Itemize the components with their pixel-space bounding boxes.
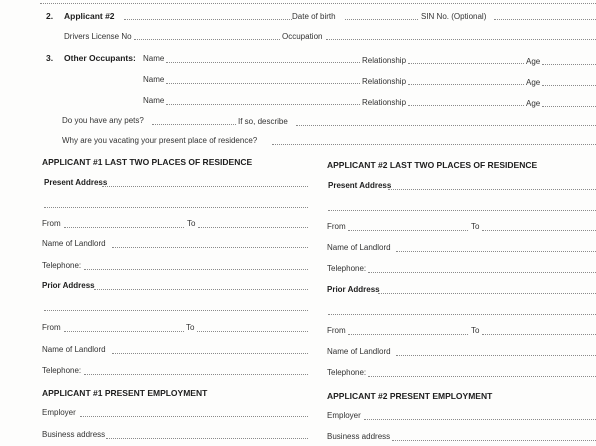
- app2-residence-heading: APPLICANT #2 LAST TWO PLACES OF RESIDENCE: [327, 160, 538, 170]
- app2-present-to-label: To: [471, 222, 480, 231]
- app2-business-address-label: Business address: [327, 432, 391, 441]
- occupant1-relationship-field[interactable]: [408, 63, 524, 64]
- occupation-field[interactable]: [326, 39, 596, 40]
- app1-present-telephone-field[interactable]: [84, 269, 308, 270]
- occupant1-age-label: Age: [526, 57, 541, 66]
- app2-employment-heading: APPLICANT #2 PRESENT EMPLOYMENT: [327, 391, 493, 401]
- app2-prior-from-field[interactable]: [348, 334, 468, 335]
- date-of-birth-field[interactable]: [345, 19, 418, 20]
- occupant2-name-label: Name: [143, 75, 165, 84]
- occupant1-name-field[interactable]: [166, 62, 360, 63]
- sin-field[interactable]: [494, 19, 596, 20]
- app2-present-from-field[interactable]: [348, 230, 468, 231]
- occupant3-relationship-field[interactable]: [408, 105, 524, 106]
- vacating-reason-field[interactable]: [272, 144, 596, 145]
- occupant2-age-label: Age: [526, 78, 541, 87]
- app2-prior-landlord-label: Name of Landlord: [327, 347, 391, 356]
- pets-describe-label: If so, describe: [238, 117, 288, 126]
- app1-business-address-label: Business address: [42, 430, 106, 439]
- occupant2-age-field[interactable]: [542, 85, 596, 86]
- app1-prior-telephone-field[interactable]: [84, 374, 308, 375]
- pets-question-label: Do you have any pets?: [62, 116, 144, 125]
- app2-present-telephone-label: Telephone:: [327, 264, 367, 273]
- app1-present-to-field[interactable]: [198, 227, 308, 228]
- app1-present-telephone-label: Telephone:: [42, 261, 82, 270]
- app1-employer-field[interactable]: [80, 416, 308, 417]
- app1-prior-to-label: To: [186, 323, 195, 332]
- app1-present-from-label: From: [42, 219, 61, 228]
- occupant1-relationship-label: Relationship: [362, 56, 407, 65]
- app2-prior-telephone-field[interactable]: [368, 376, 596, 377]
- app1-prior-to-field[interactable]: [197, 331, 308, 332]
- section-3-number: 3.: [46, 53, 54, 63]
- applicant2-name-field[interactable]: [124, 19, 292, 20]
- app1-prior-telephone-label: Telephone:: [42, 366, 82, 375]
- drivers-license-field[interactable]: [134, 39, 280, 40]
- occupation-label: Occupation: [282, 32, 323, 41]
- pets-describe-field[interactable]: [296, 125, 596, 126]
- app2-present-address-field[interactable]: [388, 189, 596, 190]
- app2-prior-telephone-label: Telephone:: [327, 368, 367, 377]
- app1-prior-landlord-field[interactable]: [112, 353, 308, 354]
- sin-label: SIN No. (Optional): [421, 12, 487, 21]
- date-of-birth-label: Date of birth: [292, 12, 336, 21]
- occupant2-relationship-label: Relationship: [362, 77, 407, 86]
- app2-employer-label: Employer: [327, 411, 361, 420]
- pets-answer-field[interactable]: [152, 124, 236, 125]
- occupant3-name-label: Name: [143, 96, 165, 105]
- app2-prior-from-label: From: [327, 326, 346, 335]
- app1-prior-address-label: Prior Address: [42, 281, 95, 290]
- app2-present-from-label: From: [327, 222, 346, 231]
- occupant2-name-field[interactable]: [166, 83, 360, 84]
- app2-present-to-field[interactable]: [482, 230, 596, 231]
- app1-prior-landlord-label: Name of Landlord: [42, 345, 106, 354]
- top-fill-line: [40, 3, 596, 4]
- vacating-question-label: Why are you vacating your present place of residence?: [62, 136, 258, 145]
- occupant2-relationship-field[interactable]: [408, 84, 524, 85]
- app1-present-to-label: To: [187, 219, 196, 228]
- app2-prior-address-line2[interactable]: [328, 314, 596, 315]
- section-3-title: Other Occupants:: [64, 53, 136, 63]
- app1-prior-from-field[interactable]: [64, 331, 184, 332]
- app2-prior-address-label: Prior Address: [327, 285, 380, 294]
- app2-prior-to-field[interactable]: [482, 334, 596, 335]
- app1-present-landlord-label: Name of Landlord: [42, 239, 106, 248]
- app2-present-address-line2[interactable]: [328, 210, 596, 211]
- app2-present-address-label: Present Address: [328, 181, 392, 190]
- app2-present-landlord-field[interactable]: [396, 251, 596, 252]
- app1-employment-heading: APPLICANT #1 PRESENT EMPLOYMENT: [42, 388, 208, 398]
- app1-present-from-field[interactable]: [64, 227, 184, 228]
- drivers-license-label: Drivers License No: [64, 32, 132, 41]
- app1-present-address-field[interactable]: [102, 186, 308, 187]
- app2-present-landlord-label: Name of Landlord: [327, 243, 391, 252]
- app2-prior-to-label: To: [471, 326, 480, 335]
- app1-business-address-field[interactable]: [106, 438, 308, 439]
- occupant3-age-label: Age: [526, 99, 541, 108]
- app1-residence-heading: APPLICANT #1 LAST TWO PLACES OF RESIDENCE: [42, 157, 253, 167]
- app2-employer-field[interactable]: [364, 419, 596, 420]
- app2-business-address-field[interactable]: [392, 440, 596, 441]
- app2-prior-landlord-field[interactable]: [396, 355, 596, 356]
- app1-present-address-line2[interactable]: [44, 207, 308, 208]
- app1-prior-address-field[interactable]: [94, 289, 308, 290]
- occupant3-relationship-label: Relationship: [362, 98, 407, 107]
- occupant1-name-label: Name: [143, 54, 165, 63]
- section-2-title: Applicant #2: [64, 11, 115, 21]
- app1-prior-address-line2[interactable]: [44, 310, 308, 311]
- occupant3-name-field[interactable]: [166, 104, 360, 105]
- app1-employer-label: Employer: [42, 408, 76, 417]
- occupant3-age-field[interactable]: [542, 106, 596, 107]
- app2-prior-address-field[interactable]: [378, 293, 596, 294]
- app1-prior-from-label: From: [42, 323, 61, 332]
- app1-present-landlord-field[interactable]: [112, 247, 308, 248]
- app2-present-telephone-field[interactable]: [368, 272, 596, 273]
- section-2-number: 2.: [46, 11, 54, 21]
- app1-present-address-label: Present Address: [44, 178, 108, 187]
- occupant1-age-field[interactable]: [542, 64, 596, 65]
